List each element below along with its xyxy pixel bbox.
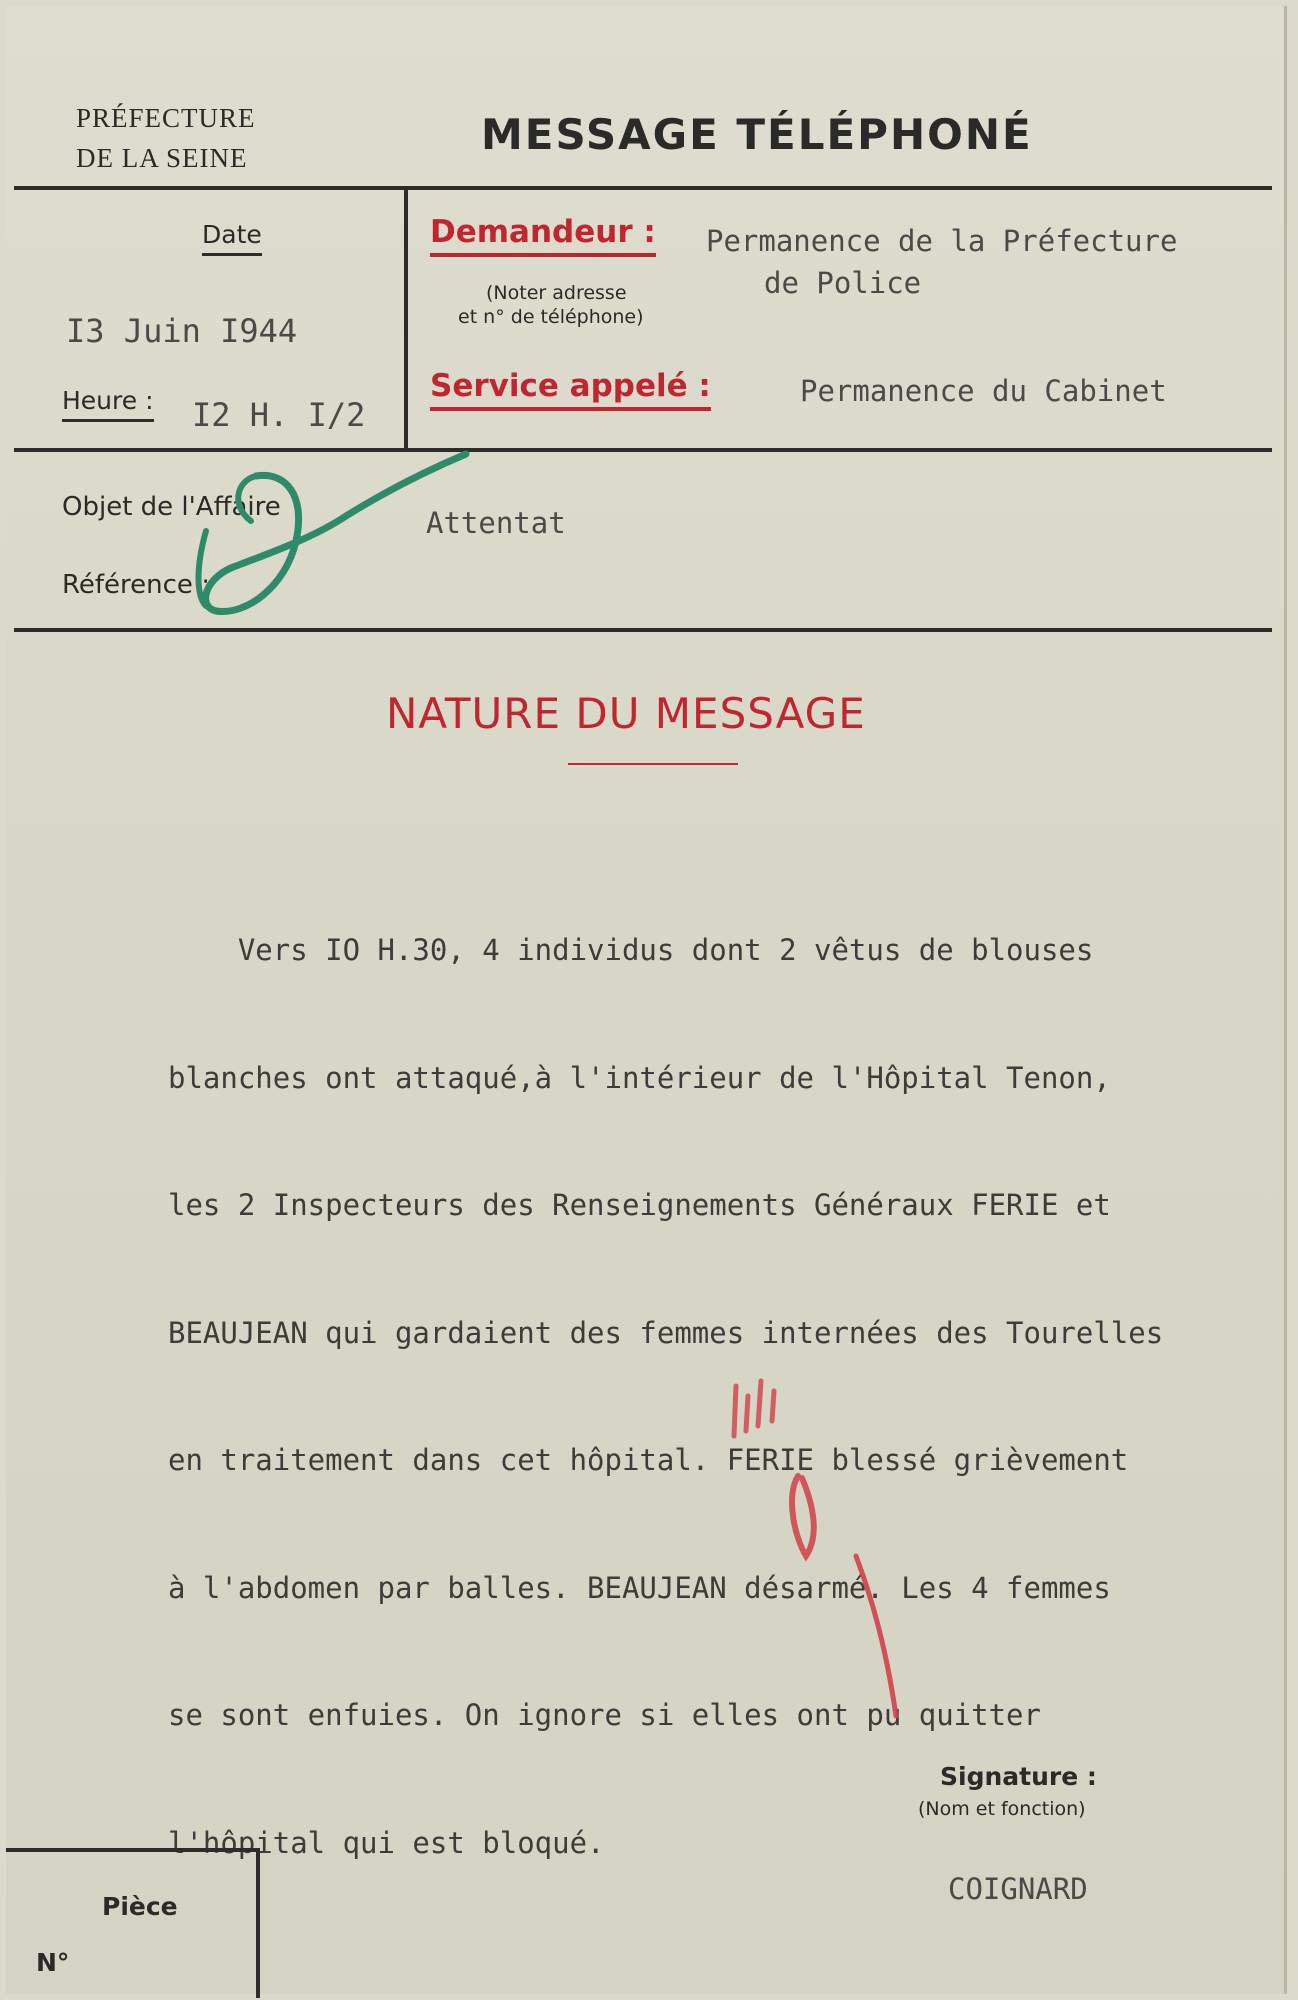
- message-line: en traitement dans cet hôpital. FERIE blessé grièvement: [168, 1443, 1129, 1477]
- piece-label: Pièce: [102, 1892, 178, 1921]
- message-line: se sont enfuies. On ignore si elles ont pu quitter: [168, 1698, 1041, 1732]
- demandeur-label: Demandeur :: [430, 214, 656, 257]
- date-value: I3 Juin I944: [66, 312, 298, 350]
- nature-heading: NATURE DU MESSAGE: [386, 689, 866, 738]
- objet-value: Attentat: [426, 506, 566, 540]
- service-value: Permanence du Cabinet: [800, 374, 1167, 408]
- date-label: Date: [202, 220, 262, 256]
- signature-label: Signature :: [940, 1762, 1097, 1791]
- divider-affaire-bottom: [14, 628, 1272, 632]
- demandeur-note-line-2: et n° de téléphone): [458, 306, 644, 328]
- divider-vertical: [404, 190, 408, 450]
- prefecture-line-2: DE LA SEINE: [76, 143, 248, 173]
- piece-box: [6, 1848, 260, 1998]
- message-line: à l'abdomen par balles. BEAUJEAN désarmé. Les 4 femmes: [168, 1570, 1111, 1605]
- prefecture-heading: [76, 98, 256, 178]
- form-title: MESSAGE TÉLÉPHONÉ: [481, 110, 1033, 159]
- message-line: Vers IO H.30, 4 individus dont 2 vêtus de blouses: [168, 933, 1094, 967]
- service-label: Service appelé :: [430, 368, 711, 411]
- objet-label: Objet de l'Affaire: [62, 492, 281, 522]
- message-line: l'hôpital qui est bloqué.: [168, 1825, 605, 1860]
- prefecture-line-1: PRÉFECTURE: [76, 103, 256, 133]
- signature-sublabel: (Nom et fonction): [918, 1798, 1086, 1820]
- message-line: les 2 Inspecteurs des Renseignements Généraux FERIE et: [168, 1188, 1111, 1222]
- message-line: BEAUJEAN qui gardaient des femmes internées des Tourelles: [168, 1315, 1164, 1350]
- signature-name: COIGNARD: [948, 1872, 1088, 1906]
- heure-value: I2 H. I/2: [192, 396, 366, 434]
- demandeur-note-line-1: (Noter adresse: [486, 282, 627, 304]
- heure-label: Heure :: [62, 386, 154, 422]
- reference-label: Référence :: [62, 570, 210, 600]
- green-pen-mark: [166, 446, 506, 626]
- divider-header: [14, 186, 1272, 190]
- message-form-sheet: [6, 6, 1287, 1994]
- red-pencil-mark: [706, 1366, 946, 1746]
- demandeur-value-line-2: de Police: [764, 266, 922, 300]
- nature-heading-underline: [568, 763, 738, 765]
- demandeur-value-line-1: Permanence de la Préfecture: [706, 224, 1178, 258]
- piece-number-label: N°: [36, 1948, 70, 1977]
- message-line: blanches ont attaqué,à l'intérieur de l'Hôpital Tenon,: [168, 1060, 1111, 1095]
